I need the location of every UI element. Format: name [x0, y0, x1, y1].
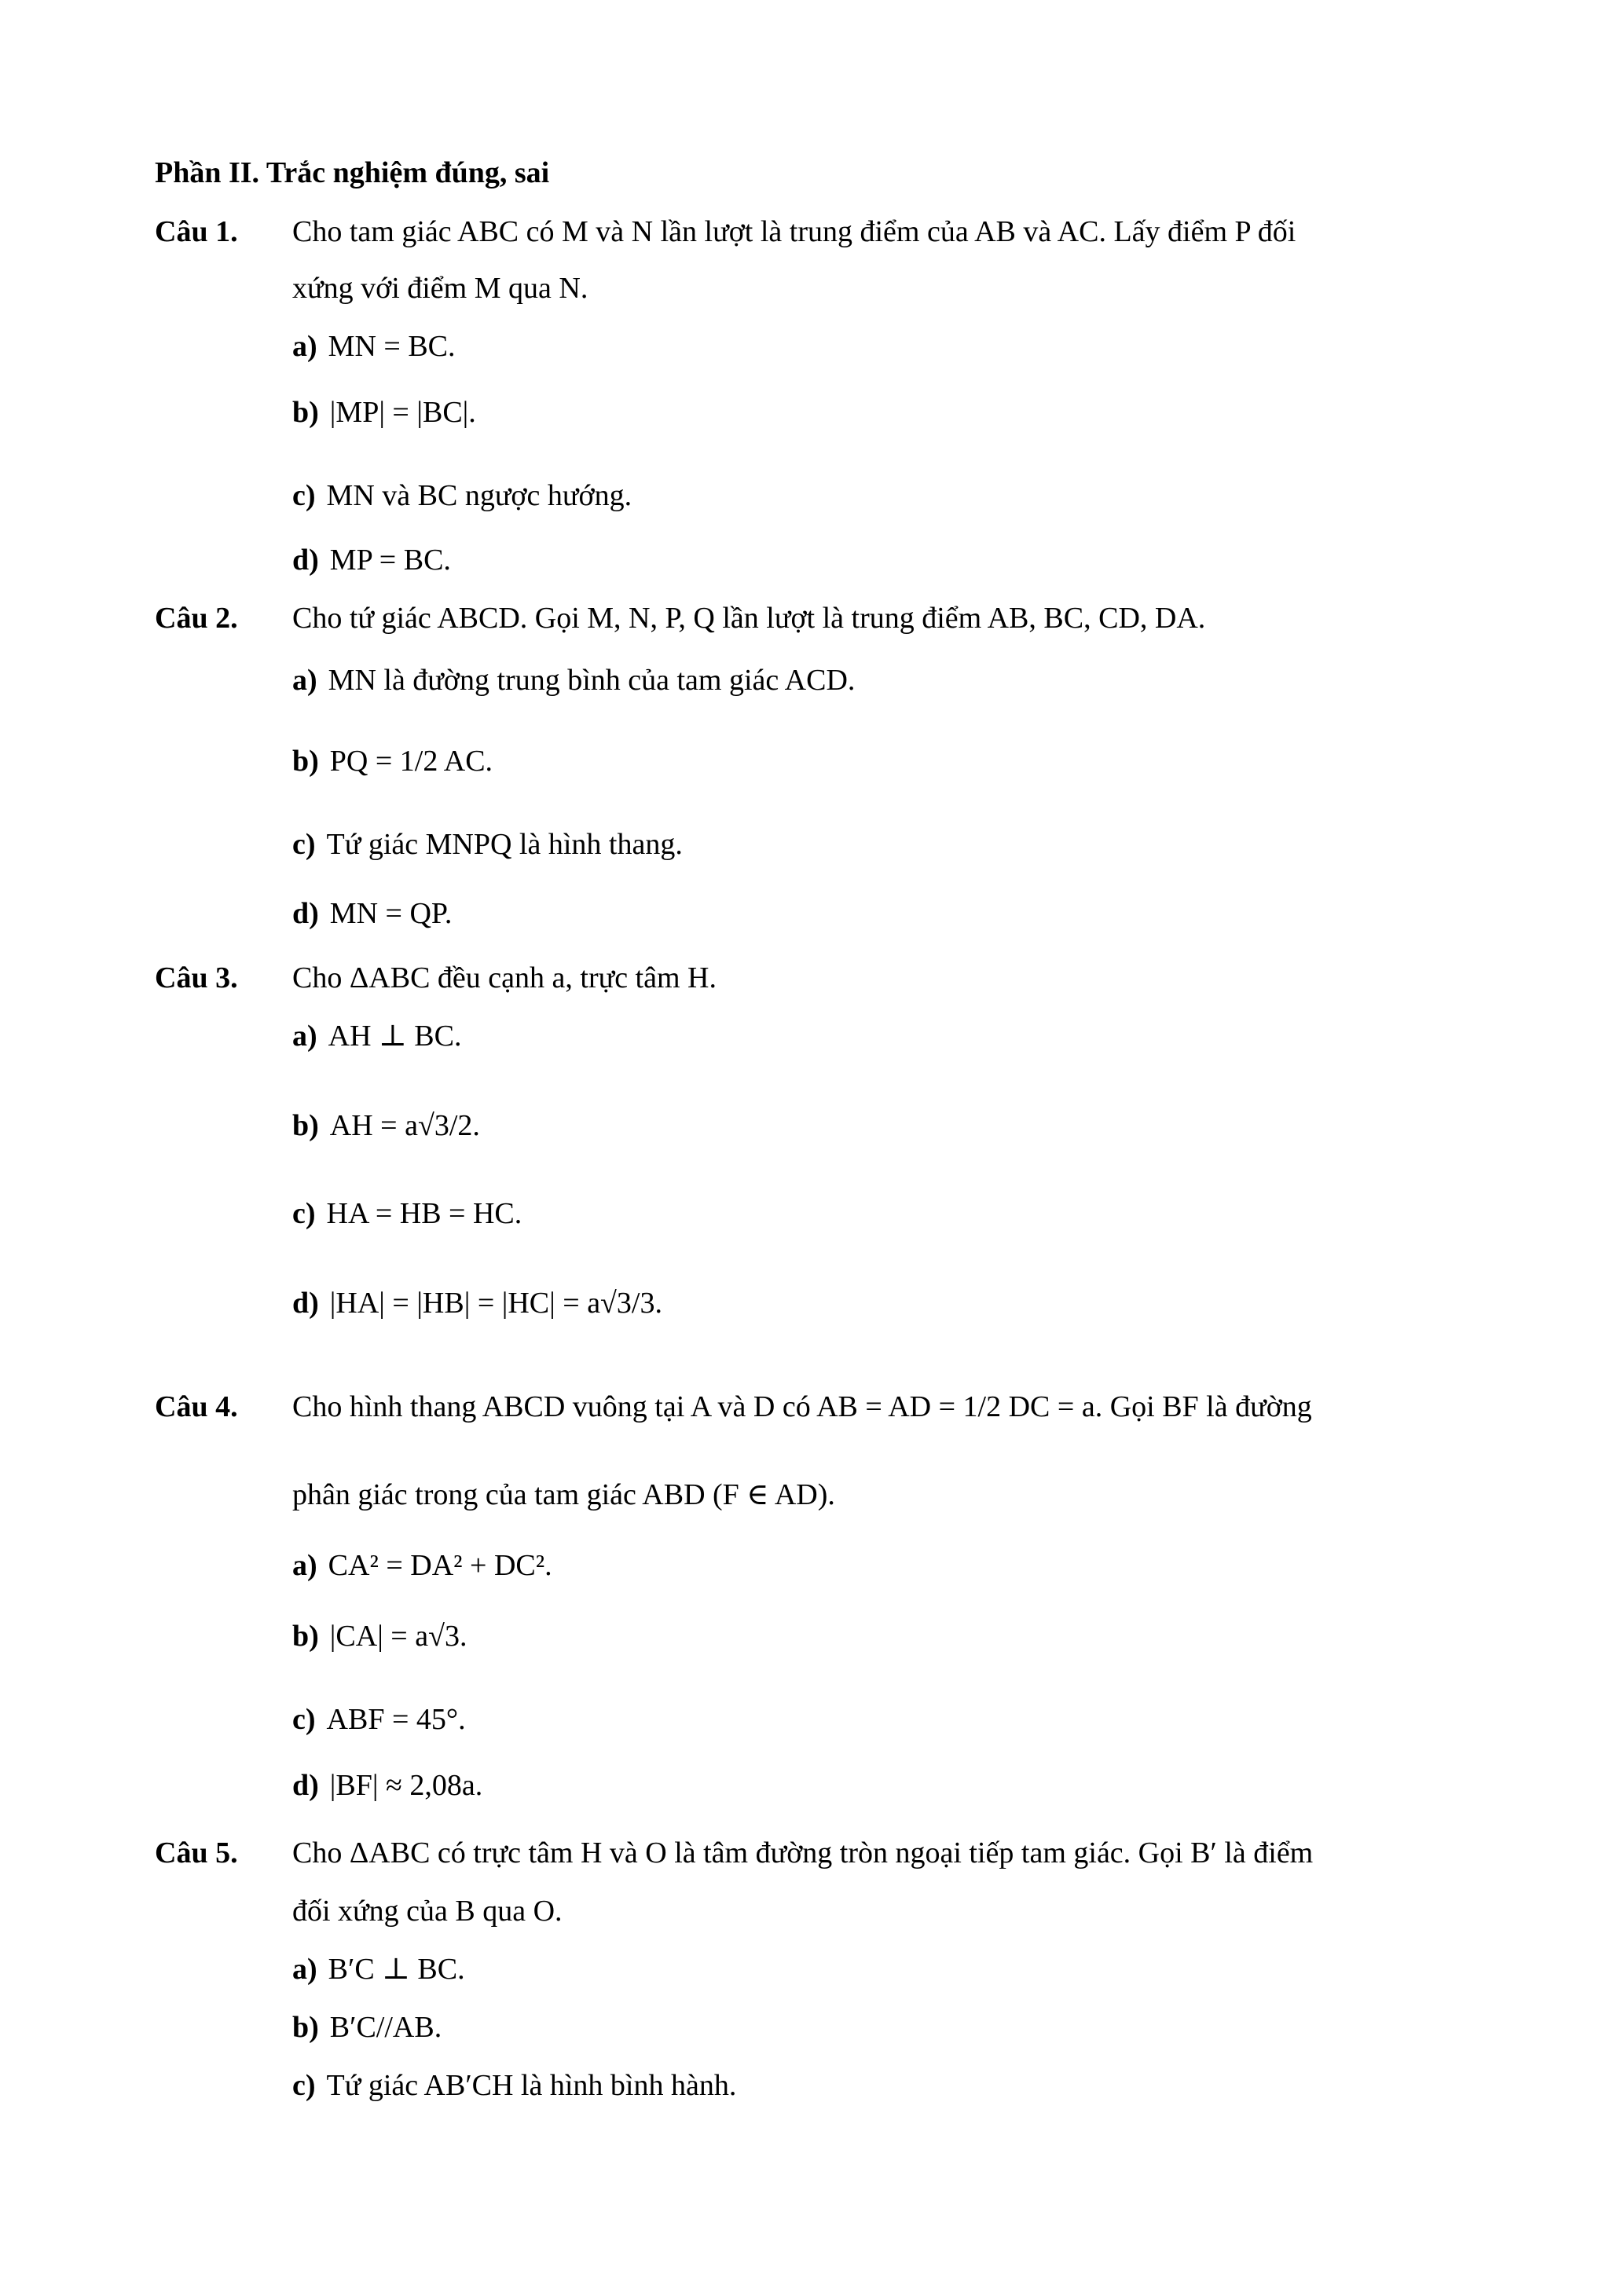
option-text: B′C ⊥ BC.	[328, 1953, 465, 1986]
question-2-stem-line-1: Cho tứ giác ABCD. Gọi M, N, P, Q lần lượt là trung điểm AB, BC, CD, DA.	[292, 602, 1206, 635]
option-letter: c)	[292, 1703, 316, 1736]
question-5-stem-line-2: đối xứng của B qua O.	[292, 1895, 563, 1928]
question-1-label: Câu 1.	[155, 215, 238, 248]
option-text: Tứ giác AB′CH là hình bình hành.	[326, 2069, 737, 2102]
question-2-option-a	[292, 662, 855, 698]
question-1-option-a	[292, 328, 456, 364]
option-letter: a)	[292, 1549, 317, 1582]
option-text: AH ⊥ BC.	[328, 1020, 462, 1053]
option-letter: b)	[292, 2011, 319, 2044]
option-letter: a)	[292, 1953, 317, 1986]
option-text: MN = BC.	[328, 330, 456, 363]
question-4-option-c	[292, 1701, 466, 1738]
question-4-option-a	[292, 1547, 552, 1584]
question-4-option-b	[292, 1618, 467, 1654]
option-letter: a)	[292, 1020, 317, 1053]
question-4-label: Câu 4.	[155, 1390, 238, 1423]
option-text: HA = HB = HC.	[326, 1197, 522, 1230]
option-text: Tứ giác MNPQ là hình thang.	[326, 828, 683, 861]
question-3-option-c	[292, 1196, 522, 1232]
question-2-option-b	[292, 743, 493, 779]
question-3-option-b	[292, 1108, 480, 1144]
question-2-label: Câu 2.	[155, 602, 238, 635]
question-1-option-d	[292, 542, 451, 578]
option-letter: b)	[292, 396, 319, 429]
option-letter: b)	[292, 745, 319, 778]
option-text: B′C//AB.	[329, 2011, 442, 2044]
question-2-option-c	[292, 826, 683, 862]
option-letter: b)	[292, 1109, 319, 1142]
option-text: MN là đường trung bình của tam giác ACD.	[328, 664, 856, 697]
option-letter: b)	[292, 1620, 319, 1653]
option-text: CA² = DA² + DC².	[328, 1549, 552, 1582]
option-letter: a)	[292, 330, 317, 363]
option-text: ABF = 45°.	[326, 1703, 466, 1736]
question-1-stem-line-2: xứng với điểm M qua N.	[292, 272, 588, 305]
option-text: AH = a√3/2.	[329, 1109, 480, 1142]
section-heading: Phần II. Trắc nghiệm đúng, sai	[155, 156, 550, 189]
option-text: PQ = 1/2 AC.	[329, 745, 493, 778]
option-text: MN = QP.	[329, 897, 453, 930]
question-5-option-b	[292, 2009, 442, 2045]
option-text: |CA| = a√3.	[329, 1620, 467, 1653]
question-1-stem-line-1: Cho tam giác ABC có M và N lần lượt là trung điểm của AB và AC. Lấy điểm P đối	[292, 215, 1296, 248]
question-5-stem-line-1: Cho ΔABC có trực tâm H và O là tâm đường tròn ngoại tiếp tam giác. Gọi B′ là điểm	[292, 1836, 1314, 1869]
option-text: MP = BC.	[329, 544, 451, 577]
option-text: |HA| = |HB| = |HC| = a√3/3.	[329, 1287, 662, 1320]
question-1-option-b	[292, 394, 476, 430]
question-5-label: Câu 5.	[155, 1836, 238, 1869]
option-letter: a)	[292, 664, 317, 697]
option-text: |MP| = |BC|.	[329, 396, 476, 429]
question-2-option-d	[292, 895, 452, 932]
question-5-option-c	[292, 2067, 736, 2104]
question-5-option-a	[292, 1951, 465, 1987]
option-letter: c)	[292, 479, 316, 512]
question-3-option-d	[292, 1285, 662, 1321]
option-letter: d)	[292, 1769, 319, 1802]
option-letter: c)	[292, 1197, 316, 1230]
question-4-option-d	[292, 1767, 482, 1803]
option-text: |BF| ≈ 2,08a.	[329, 1769, 483, 1802]
question-4-stem-line-2: phân giác trong của tam giác ABD (F ∈ AD).	[292, 1478, 835, 1511]
option-text: MN và BC ngược hướng.	[326, 479, 632, 512]
option-letter: c)	[292, 828, 316, 861]
question-1-option-c	[292, 478, 632, 514]
question-4-stem-line-1: Cho hình thang ABCD vuông tại A và D có AB = AD = 1/2 DC = a. Gọi BF là đường	[292, 1390, 1312, 1423]
question-3-label: Câu 3.	[155, 961, 238, 994]
option-letter: d)	[292, 1287, 319, 1320]
option-letter: c)	[292, 2069, 316, 2102]
option-letter: d)	[292, 544, 319, 577]
question-3-stem-line-1: Cho ΔABC đều cạnh a, trực tâm H.	[292, 961, 717, 994]
question-3-option-a	[292, 1018, 461, 1054]
option-letter: d)	[292, 897, 319, 930]
